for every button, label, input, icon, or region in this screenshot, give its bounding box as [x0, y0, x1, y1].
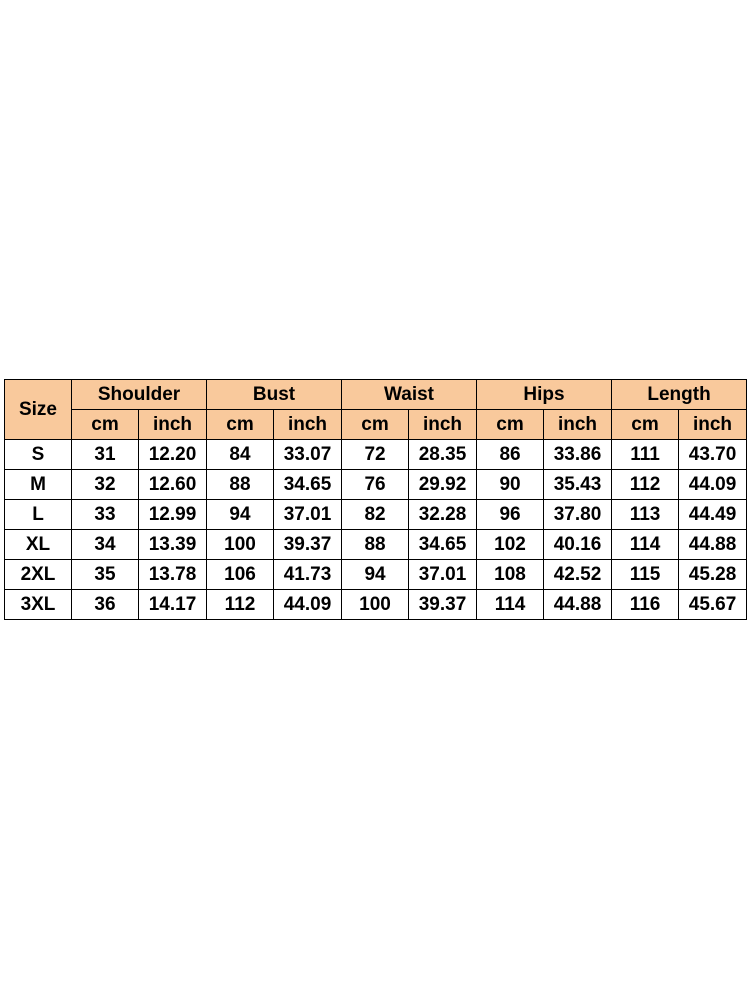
unit-header: cm [612, 410, 679, 440]
value-cell: 14.17 [139, 590, 207, 620]
header-unit-row [5, 410, 747, 440]
value-cell: 39.37 [409, 590, 477, 620]
value-cell: 31 [72, 440, 139, 470]
value-cell: 88 [342, 530, 409, 560]
table-row [5, 440, 747, 470]
value-cell: 72 [342, 440, 409, 470]
value-cell: 44.09 [274, 590, 342, 620]
size-cell: XL [5, 530, 72, 560]
unit-header: inch [274, 410, 342, 440]
value-cell: 113 [612, 500, 679, 530]
value-cell: 34.65 [409, 530, 477, 560]
size-chart-body [5, 440, 747, 620]
bust-header: Bust [207, 380, 342, 410]
value-cell: 41.73 [274, 560, 342, 590]
length-header: Length [612, 380, 747, 410]
table-row [5, 590, 747, 620]
value-cell: 13.39 [139, 530, 207, 560]
value-cell: 114 [477, 590, 544, 620]
size-cell: 2XL [5, 560, 72, 590]
value-cell: 12.60 [139, 470, 207, 500]
value-cell: 111 [612, 440, 679, 470]
value-cell: 35.43 [544, 470, 612, 500]
unit-header: inch [544, 410, 612, 440]
value-cell: 45.67 [679, 590, 747, 620]
value-cell: 35 [72, 560, 139, 590]
value-cell: 44.88 [544, 590, 612, 620]
value-cell: 86 [477, 440, 544, 470]
value-cell: 82 [342, 500, 409, 530]
unit-header: inch [139, 410, 207, 440]
value-cell: 43.70 [679, 440, 747, 470]
value-cell: 115 [612, 560, 679, 590]
value-cell: 37.01 [274, 500, 342, 530]
value-cell: 39.37 [274, 530, 342, 560]
value-cell: 100 [342, 590, 409, 620]
value-cell: 76 [342, 470, 409, 500]
value-cell: 108 [477, 560, 544, 590]
header-group-row [5, 380, 747, 410]
value-cell: 106 [207, 560, 274, 590]
unit-header: cm [477, 410, 544, 440]
value-cell: 12.20 [139, 440, 207, 470]
size-cell: M [5, 470, 72, 500]
value-cell: 34 [72, 530, 139, 560]
value-cell: 112 [207, 590, 274, 620]
unit-header: inch [679, 410, 747, 440]
unit-header: cm [342, 410, 409, 440]
value-cell: 96 [477, 500, 544, 530]
shoulder-header: Shoulder [72, 380, 207, 410]
value-cell: 33.86 [544, 440, 612, 470]
value-cell: 112 [612, 470, 679, 500]
value-cell: 94 [207, 500, 274, 530]
value-cell: 94 [342, 560, 409, 590]
value-cell: 33.07 [274, 440, 342, 470]
table-row [5, 560, 747, 590]
value-cell: 28.35 [409, 440, 477, 470]
value-cell: 40.16 [544, 530, 612, 560]
size-cell: 3XL [5, 590, 72, 620]
table-row [5, 530, 747, 560]
table-row [5, 470, 747, 500]
value-cell: 45.28 [679, 560, 747, 590]
value-cell: 33 [72, 500, 139, 530]
value-cell: 32 [72, 470, 139, 500]
size-chart-table [4, 379, 747, 620]
value-cell: 36 [72, 590, 139, 620]
value-cell: 42.52 [544, 560, 612, 590]
value-cell: 12.99 [139, 500, 207, 530]
value-cell: 32.28 [409, 500, 477, 530]
table-row [5, 500, 747, 530]
unit-header: inch [409, 410, 477, 440]
value-cell: 44.88 [679, 530, 747, 560]
unit-header: cm [72, 410, 139, 440]
value-cell: 90 [477, 470, 544, 500]
size-chart-header [5, 380, 747, 440]
size-cell: S [5, 440, 72, 470]
value-cell: 44.09 [679, 470, 747, 500]
value-cell: 37.80 [544, 500, 612, 530]
value-cell: 116 [612, 590, 679, 620]
value-cell: 13.78 [139, 560, 207, 590]
hips-header: Hips [477, 380, 612, 410]
value-cell: 102 [477, 530, 544, 560]
value-cell: 44.49 [679, 500, 747, 530]
value-cell: 37.01 [409, 560, 477, 590]
waist-header: Waist [342, 380, 477, 410]
size-cell: L [5, 500, 72, 530]
value-cell: 114 [612, 530, 679, 560]
value-cell: 29.92 [409, 470, 477, 500]
value-cell: 84 [207, 440, 274, 470]
unit-header: cm [207, 410, 274, 440]
value-cell: 88 [207, 470, 274, 500]
value-cell: 34.65 [274, 470, 342, 500]
size-column-header: Size [5, 380, 72, 440]
value-cell: 100 [207, 530, 274, 560]
